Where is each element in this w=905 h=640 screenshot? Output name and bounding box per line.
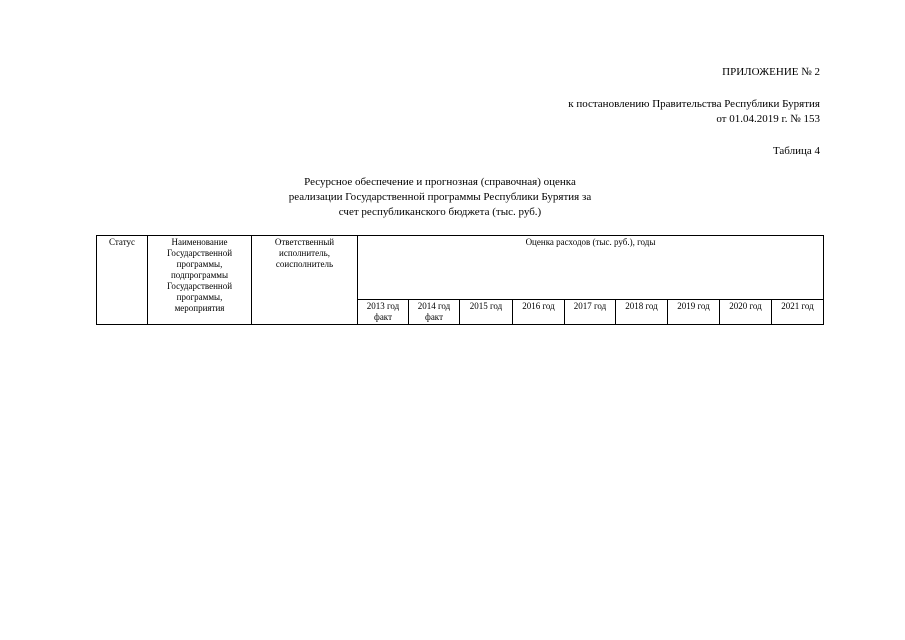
header-status: Статус — [97, 236, 148, 325]
year-label: 2014 год — [417, 301, 451, 311]
header-name-line: программы, — [176, 292, 223, 302]
year-note: факт — [424, 312, 443, 322]
year-cell — [358, 300, 409, 325]
title-line1: Ресурсное обеспечение и прогнозная (справочная) оценка — [304, 176, 576, 188]
year-cell — [409, 300, 460, 325]
year-label: 2017 год — [573, 301, 607, 311]
decree-reference-line2: от 01.04.2019 г. № 153 — [716, 113, 820, 125]
header-name-line: Наименование — [171, 237, 228, 247]
year-label: 2020 год — [729, 301, 762, 311]
year-cell — [772, 300, 824, 325]
header-name-line: Государственной — [166, 248, 233, 258]
header-name-line: подпрограммы — [170, 270, 229, 280]
year-cell — [668, 300, 720, 325]
table-header-row — [97, 236, 824, 300]
year-cell — [720, 300, 772, 325]
year-label: 2018 год — [625, 301, 658, 311]
header-responsible-line: Ответственный — [274, 237, 335, 247]
year-label: 2013 год — [366, 301, 400, 311]
year-label: 2015 год — [469, 301, 503, 311]
header-name-line: мероприятия — [174, 303, 225, 313]
header-name-line: Государственной — [166, 281, 233, 291]
title-line2: реализации Государственной программы Республики Бурятия за — [288, 191, 592, 203]
decree-reference-line1: к постановлению Правительства Республики Бурятия — [568, 98, 820, 110]
year-cell — [616, 300, 668, 325]
header-name — [148, 236, 252, 325]
year-cell — [460, 300, 513, 325]
appendix-label: ПРИЛОЖЕНИЕ № 2 — [722, 66, 820, 78]
year-label: 2019 год — [677, 301, 710, 311]
year-cell — [513, 300, 565, 325]
year-cell — [565, 300, 616, 325]
resource-table — [96, 235, 824, 325]
header-expenses: Оценка расходов (тыс. руб.), годы — [358, 236, 824, 300]
header-responsible-line: соисполнитель — [275, 259, 334, 269]
header-responsible-line: исполнитель, — [279, 248, 330, 258]
year-label: 2021 год — [781, 301, 814, 311]
header-name-line: программы, — [176, 259, 223, 269]
year-note: факт — [373, 312, 392, 322]
title-line3: счет республиканского бюджета (тыс. руб.) — [338, 206, 542, 218]
header-responsible — [252, 236, 358, 325]
document-title — [250, 175, 630, 220]
table-number: Таблица 4 — [772, 145, 820, 157]
year-label: 2016 год — [522, 301, 555, 311]
